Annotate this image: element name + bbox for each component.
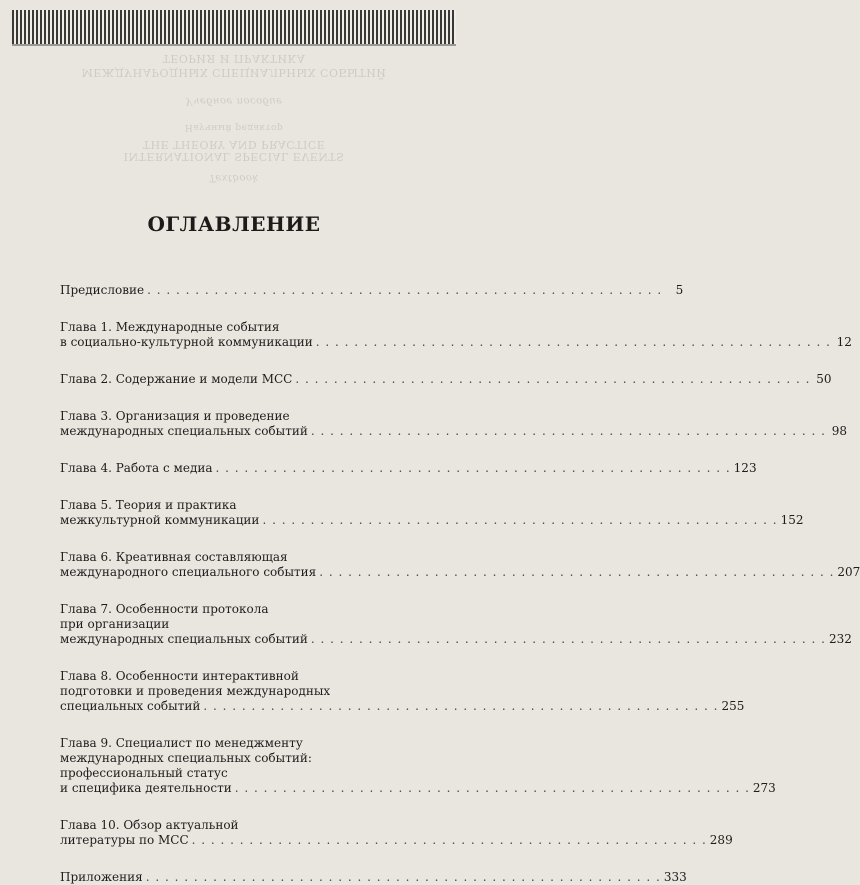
toc-entry-last-line	[60, 283, 684, 298]
toc-spacer	[60, 848, 446, 870]
page-number: 255	[721, 699, 745, 713]
bleed-through-text: Textbook	[209, 172, 259, 183]
bleed-through-text: THE THEORY AND PRACTICE	[142, 138, 326, 151]
bleed-through-text: ТЕОРИЯ И ПРАКТИКА	[162, 52, 306, 65]
page-number: 123	[733, 461, 757, 475]
dot-leader: . . . . . . . . . . . . . . . . . . . . . . . . . . . . . . . . . . . . . . . . . . . . . . . . . . . . . .	[234, 781, 750, 795]
toc-entry[interactable]	[60, 498, 804, 528]
toc-entry[interactable]	[60, 818, 733, 848]
toc-entry-line: Глава 1. Международные события	[60, 320, 280, 334]
page-number: 289	[709, 833, 733, 847]
page-number: 333	[663, 870, 687, 884]
toc-spacer	[60, 387, 446, 409]
toc-spacer	[60, 298, 446, 320]
toc-entry[interactable]	[60, 550, 860, 580]
toc-entry-line: Глава 2. Содержание и модели МСС	[60, 372, 293, 386]
toc-entry-last-line	[60, 565, 860, 580]
toc-entry-line: Глава 10. Обзор актуальной	[60, 818, 239, 832]
toc-entry[interactable]	[60, 870, 687, 885]
bleed-through-text: МЕЖДУНАРОДНЫХ СПЕЦИАЛЬНЫХ СОБЫТИЙ	[81, 66, 387, 79]
dot-leader: . . . . . . . . . . . . . . . . . . . . . . . . . . . . . . . . . . . . . . . . . . . . . . . . . . . . . .	[295, 372, 811, 386]
toc-entry-last-line	[60, 513, 804, 528]
toc-entry-line: подготовки и проведения международных	[60, 684, 331, 698]
toc-spacer	[60, 580, 446, 602]
toc-entry-line: Глава 6. Креативная составляющая	[60, 550, 288, 564]
toc-spacer	[60, 439, 446, 461]
toc-entry-line: и специфика деятельности	[60, 781, 232, 795]
page-number: 207	[837, 565, 860, 579]
dot-leader: . . . . . . . . . . . . . . . . . . . . . . . . . . . . . . . . . . . . . . . . . . . . . . . . . . . . . .	[319, 565, 835, 579]
toc-spacer	[60, 714, 446, 736]
dot-leader: . . . . . . . . . . . . . . . . . . . . . . . . . . . . . . . . . . . . . . . . . . . . . . . . . . . . . .	[315, 335, 831, 349]
dot-leader: . . . . . . . . . . . . . . . . . . . . . . . . . . . . . . . . . . . . . . . . . . . . . . . . . . . . . .	[203, 699, 719, 713]
bleed-through-text: INTERNATIONAL SPECIAL EVENTS	[123, 150, 345, 163]
page-number: 152	[780, 513, 804, 527]
toc-spacer	[60, 476, 446, 498]
toc-entry-line: Приложения	[60, 870, 143, 884]
toc-spacer	[60, 647, 446, 669]
toc-entry-last-line	[60, 424, 847, 439]
toc-entry-last-line	[60, 699, 745, 714]
dot-leader: . . . . . . . . . . . . . . . . . . . . . . . . . . . . . . . . . . . . . . . . . . . . . . . . . . . . . .	[215, 461, 731, 475]
toc-entry[interactable]	[60, 283, 684, 298]
dot-leader: . . . . . . . . . . . . . . . . . . . . . . . . . . . . . . . . . . . . . . . . . . . . . . . . . . . . . .	[310, 632, 826, 646]
toc-entry-line: международных специальных событий:	[60, 751, 312, 765]
toc-spacer	[60, 350, 446, 372]
toc-spacer	[60, 528, 446, 550]
toc-entry-line: в социально-культурной коммуникации	[60, 335, 313, 349]
toc-entry-line: Глава 7. Особенности протокола	[60, 602, 269, 616]
toc-entry-line: международного специального события	[60, 565, 317, 579]
toc-entry[interactable]	[60, 372, 832, 387]
page-number: 5	[675, 283, 684, 297]
toc-entry[interactable]	[60, 461, 757, 476]
toc-entry-line: Глава 3. Организация и проведение	[60, 409, 290, 423]
toc-entry-last-line	[60, 632, 852, 647]
page-number: 232	[829, 632, 852, 646]
toc-entry[interactable]	[60, 320, 852, 350]
toc-entry[interactable]	[60, 409, 847, 439]
toc-entry-last-line	[60, 335, 852, 350]
toc-entry-line: специальных событий	[60, 699, 201, 713]
toc-entry[interactable]	[60, 602, 852, 647]
toc-entry-line: международных специальных событий	[60, 632, 308, 646]
toc-entry-last-line	[60, 372, 832, 387]
bleed-through-text: Учебное пособие	[185, 95, 283, 106]
bleed-through-text: Научный редактор	[184, 122, 284, 132]
toc-entry-line: Глава 5. Теория и практика	[60, 498, 237, 512]
toc-entry-line: Предисловие	[60, 283, 145, 297]
dot-leader: . . . . . . . . . . . . . . . . . . . . . . . . . . . . . . . . . . . . . . . . . . . . . . . . . . . . . .	[191, 833, 707, 847]
toc-entry-last-line	[60, 461, 757, 476]
toc-entry-line: Глава 8. Особенности интерактивной	[60, 669, 299, 683]
toc-entry[interactable]	[60, 736, 776, 796]
toc-entry-line: при организации	[60, 617, 170, 631]
toc-entry-line: профессиональный статус	[60, 766, 228, 780]
toc-entry-line: международных специальных событий	[60, 424, 308, 438]
page-number: 50	[816, 372, 832, 386]
toc-spacer	[60, 796, 446, 818]
toc-entry-line: Глава 9. Специалист по менеджменту	[60, 736, 303, 750]
page-number: 12	[836, 335, 852, 349]
toc-entry-last-line	[60, 870, 687, 885]
toc-entry-line: литературы по МСС	[60, 833, 189, 847]
dot-leader: . . . . . . . . . . . . . . . . . . . . . . . . . . . . . . . . . . . . . . . . . . . . . . . . . . . . . .	[262, 513, 778, 527]
toc-entry-line: Глава 4. Работа с медиа	[60, 461, 213, 475]
dot-leader: . . . . . . . . . . . . . . . . . . . . . . . . . . . . . . . . . . . . . . . . . . . . . . . . . . . . . .	[310, 424, 826, 438]
table-of-contents	[60, 283, 860, 885]
page-number: 98	[831, 424, 847, 438]
page-number: 273	[752, 781, 776, 795]
dot-leader: . . . . . . . . . . . . . . . . . . . . . . . . . . . . . . . . . . . . . . . . . . . . . . . . . . . . . .	[145, 870, 661, 884]
dot-leader: . . . . . . . . . . . . . . . . . . . . . . . . . . . . . . . . . . . . . . . . . . . . . . . . . . . . . .	[147, 283, 663, 297]
toc-entry-last-line	[60, 833, 733, 848]
page-title: ОГЛАВЛЕНИЕ	[147, 212, 321, 236]
toc-entry-line: межкультурной коммуникации	[60, 513, 260, 527]
page-top-band	[12, 10, 456, 46]
toc-entry[interactable]	[60, 669, 745, 714]
toc-entry-last-line	[60, 781, 776, 796]
